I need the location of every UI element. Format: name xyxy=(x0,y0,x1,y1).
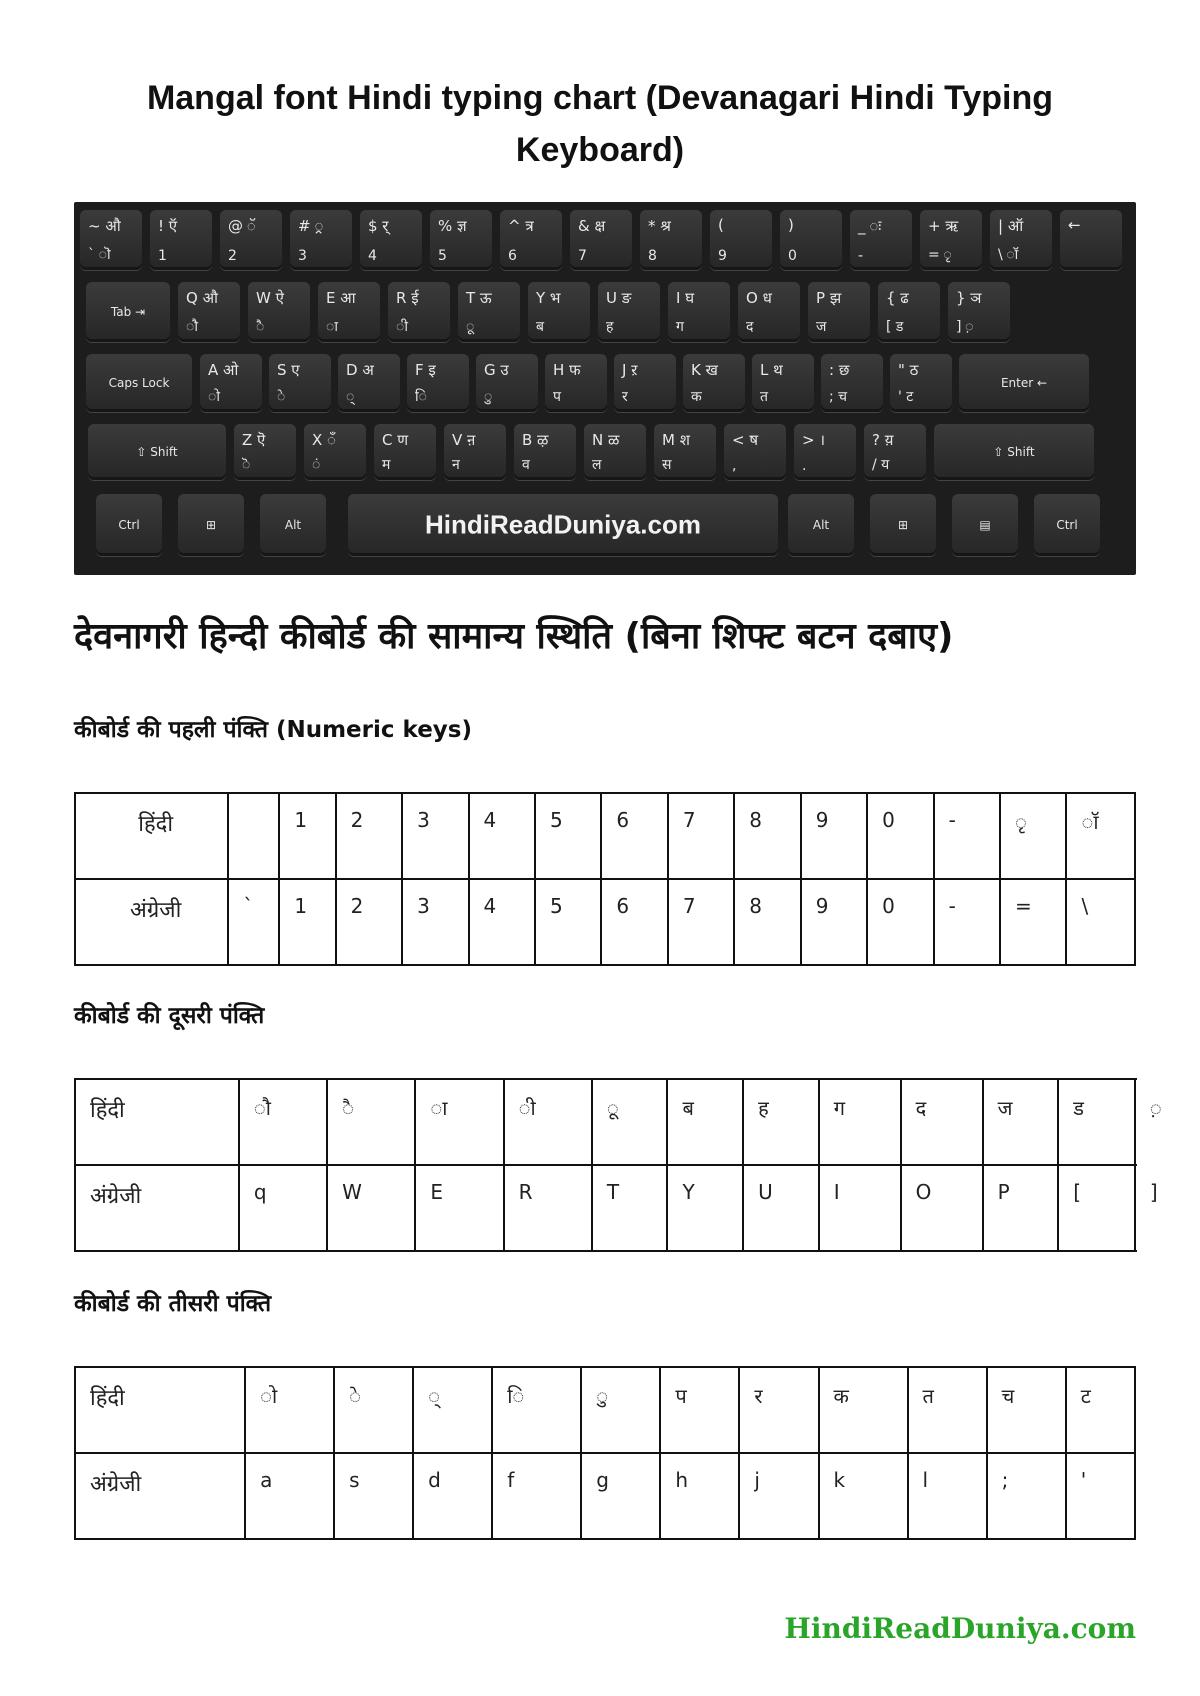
page-title: Mangal font Hindi typing chart (Devanagari Hindi Typing Keyboard) xyxy=(146,79,1054,169)
keyboard-key xyxy=(668,282,730,342)
table-cell: \ xyxy=(1066,879,1135,965)
keyboard-key-normal-char: , xyxy=(732,458,737,474)
keyboard-key-normal-char: 7 xyxy=(578,248,587,264)
keyboard-key-shift-char: | ऑ xyxy=(998,217,1024,235)
table-cell: ब xyxy=(667,1079,743,1165)
table-cell: ग xyxy=(819,1079,901,1165)
keyboard-key-normal-char: न xyxy=(452,457,460,473)
table-row xyxy=(75,1453,1135,1539)
keyboard-key-shift-char: X ँ xyxy=(312,431,336,449)
keyboard-key xyxy=(724,424,786,480)
keyboard-key-shift-char: & क्ष xyxy=(578,217,606,235)
section-heading-1: कीबोर्ड की पहली पंक्ति (Numeric keys) xyxy=(74,717,472,743)
keyboard-key-normal-char: ज xyxy=(816,319,827,335)
keyboard-key xyxy=(598,282,660,342)
keyboard-key xyxy=(934,424,1094,480)
table-cell: Y xyxy=(667,1165,743,1251)
keyboard-key-label: Caps Lock xyxy=(108,376,170,390)
keyboard-key xyxy=(458,282,520,342)
keyboard-key xyxy=(870,494,936,556)
table-cell: ' xyxy=(1066,1453,1135,1539)
keyboard-key-normal-char: 9 xyxy=(718,248,727,264)
table-cell: ै xyxy=(327,1079,415,1165)
table-cell: े xyxy=(334,1367,413,1453)
keyboard-key-normal-char: ै xyxy=(256,319,265,335)
keyboard-key-label: ⇧ Shift xyxy=(993,445,1035,459)
section-heading-3: कीबोर्ड की तीसरी पंक्ति xyxy=(74,1291,272,1317)
keyboard-key xyxy=(86,354,192,412)
table-cell: d xyxy=(413,1453,492,1539)
table-cell xyxy=(228,793,279,879)
table-cell: ट xyxy=(1066,1367,1135,1453)
keyboard-key xyxy=(407,354,469,412)
keyboard-key-normal-char: ब xyxy=(536,319,544,335)
keyboard-key-normal-char: ॆ xyxy=(242,457,251,473)
keyboard-key-normal-char: ी xyxy=(396,319,408,335)
keyboard-key-normal-char: ौ xyxy=(186,319,198,335)
keyboard-key xyxy=(220,210,282,270)
keyboard-key-shift-char: + ऋ xyxy=(928,217,959,235)
keyboard-key-shift-char: # ्र xyxy=(298,217,324,235)
keyboard-key-shift-char: } ञ xyxy=(956,289,982,307)
table-cell: - xyxy=(934,793,1000,879)
table-cell: ौ xyxy=(239,1079,327,1165)
keyboard-key-shift-char: M श xyxy=(662,431,690,449)
keyboard-key xyxy=(959,354,1089,412)
keyboard-key-shift-char: { ढ xyxy=(886,289,909,307)
keyboard-key xyxy=(388,282,450,342)
table-cell: र xyxy=(739,1367,818,1453)
keyboard-key-normal-char: ू xyxy=(466,319,475,335)
keyboard-key xyxy=(948,282,1010,342)
keyboard-key xyxy=(738,282,800,342)
keyboard-key-normal-char: द xyxy=(746,319,754,335)
table-cell: g xyxy=(581,1453,660,1539)
keyboard-key-shift-char: $ र् xyxy=(368,217,389,235)
table-cell: 6 xyxy=(601,879,667,965)
keyboard-key xyxy=(528,282,590,342)
keyboard-key-normal-char: ' ट xyxy=(898,389,914,405)
keyboard-key xyxy=(260,494,326,556)
keyboard-key xyxy=(710,210,772,270)
keyboard-key xyxy=(570,210,632,270)
keyboard-key-shift-char: < ष xyxy=(732,431,759,449)
table-cell: ; xyxy=(987,1453,1066,1539)
keyboard-key-shift-char: B ऴ xyxy=(522,431,549,449)
keyboard-key-normal-char: ह xyxy=(606,319,614,335)
keyboard-key xyxy=(338,354,400,412)
table-cell: s xyxy=(334,1453,413,1539)
keyboard-key xyxy=(96,494,162,556)
keyboard-key-shift-char: ~ औ xyxy=(88,217,121,235)
keyboard-key-normal-char: [ ड xyxy=(886,319,904,335)
table-cell: l xyxy=(908,1453,987,1539)
keyboard-key xyxy=(234,424,296,480)
keyboard-key-normal-char: म xyxy=(382,457,391,473)
keyboard-key-shift-char: % ज्ञ xyxy=(438,217,467,235)
table-row xyxy=(75,879,1135,965)
table-cell: ू xyxy=(592,1079,668,1165)
row-label: हिंदी xyxy=(75,1367,245,1453)
keyboard-key-shift-char: G उ xyxy=(484,361,509,379)
keyboard-key xyxy=(584,424,646,480)
keyboard-key-normal-char: र xyxy=(622,389,628,405)
keyboard-key-shift-char: @ ॅ xyxy=(228,217,256,235)
keyboard-key xyxy=(952,494,1018,556)
table-cell: 1 xyxy=(279,879,335,965)
table-row xyxy=(75,1079,1135,1165)
keyboard-key-normal-char: / य xyxy=(872,457,890,473)
table-cell: P xyxy=(983,1165,1059,1251)
row-label: हिंदी xyxy=(75,793,228,879)
keyboard-key xyxy=(200,354,262,412)
table-row-2 xyxy=(74,1078,1162,1252)
keyboard-key-normal-char: ल xyxy=(592,457,602,473)
keyboard-key-shift-char: H फ xyxy=(553,361,581,379)
keyboard-key-normal-char: 4 xyxy=(368,248,377,264)
keyboard-key-normal-char: प xyxy=(553,389,561,405)
keyboard-key-shift-char: V ऩ xyxy=(452,431,476,449)
table-cell: ा xyxy=(415,1079,503,1165)
keyboard-key-shift-char: ? य़ xyxy=(872,431,894,449)
keyboard-key xyxy=(1060,210,1122,270)
keyboard-key-normal-char: ो xyxy=(208,389,220,405)
keyboard-image xyxy=(74,202,1136,575)
keyboard-key-shift-char: E आ xyxy=(326,289,356,307)
table-cell: ` xyxy=(228,879,279,965)
keyboard-key xyxy=(444,424,506,480)
keyboard-key xyxy=(178,282,240,342)
keyboard-key xyxy=(808,282,870,342)
table-cell: ् xyxy=(413,1367,492,1453)
table-cell: 8 xyxy=(734,879,800,965)
keyboard-key xyxy=(248,282,310,342)
table-cell: क xyxy=(819,1367,908,1453)
keyboard-key xyxy=(788,494,854,556)
keyboard-key-label: Ctrl xyxy=(118,518,140,532)
keyboard-key xyxy=(304,424,366,480)
keyboard-key-shift-char: U ङ xyxy=(606,289,632,307)
keyboard-key-shift-char: W ऐ xyxy=(256,289,284,307)
keyboard-key-normal-char: े xyxy=(277,389,286,405)
keyboard-key-label: ⊞ xyxy=(897,518,909,532)
keyboard-key-normal-char: 6 xyxy=(508,248,517,264)
table-cell: 0 xyxy=(867,793,933,879)
table-cell: 3 xyxy=(402,879,468,965)
keyboard-key-normal-char: स xyxy=(662,457,672,473)
keyboard-key-normal-char: 8 xyxy=(648,248,657,264)
table-cell: 3 xyxy=(402,793,468,879)
table-cell: - xyxy=(934,879,1000,965)
keyboard-key-normal-char: ि xyxy=(415,389,427,405)
main-heading: देवनागरी हिन्दी कीबोर्ड की सामान्य स्थिति (बिना शिफ्ट बटन दबाए) xyxy=(74,616,954,657)
keyboard-key-label: Tab ⇥ xyxy=(110,305,146,319)
keyboard-key xyxy=(88,424,226,480)
table-cell: 6 xyxy=(601,793,667,879)
keyboard-key-shift-char: R ई xyxy=(396,289,419,307)
table-cell: च xyxy=(987,1367,1066,1453)
table-cell: E xyxy=(415,1165,503,1251)
keyboard-key-normal-char: 3 xyxy=(298,248,307,264)
keyboard-key-normal-char: - xyxy=(858,248,864,264)
table-cell: O xyxy=(901,1165,983,1251)
table-cell: 4 xyxy=(469,879,535,965)
keyboard-key xyxy=(780,210,842,270)
table-cell: k xyxy=(819,1453,908,1539)
table-cell: 7 xyxy=(668,879,734,965)
keyboard-key-shift-char: K ख xyxy=(691,361,718,379)
table-cell: = xyxy=(1000,879,1066,965)
table-cell: ज xyxy=(983,1079,1059,1165)
keyboard-key-normal-char: ] ़ xyxy=(956,319,974,335)
keyboard-key-shift-char: D अ xyxy=(346,361,374,379)
table-cell: 7 xyxy=(668,793,734,879)
keyboard-key xyxy=(683,354,745,412)
keyboard-key-shift-char: I घ xyxy=(676,289,695,307)
table-cell: R xyxy=(504,1165,592,1251)
row-label: हिंदी xyxy=(75,1079,239,1165)
table-cell: U xyxy=(743,1165,819,1251)
keyboard-key-shift-char: O ध xyxy=(746,289,772,307)
keyboard-key-shift-char: ( xyxy=(718,216,724,234)
keyboard-key xyxy=(1034,494,1100,556)
keyboard-key-label: ⊞ xyxy=(205,518,217,532)
table-cell: 5 xyxy=(535,879,601,965)
keyboard-key-shift-char: " ठ xyxy=(898,361,919,379)
keyboard-key-label: ▤ xyxy=(979,518,991,532)
table-cell: 9 xyxy=(801,879,867,965)
table-cell: त xyxy=(908,1367,987,1453)
footer-site-name: HindiReadDuniya.com xyxy=(784,1612,1136,1645)
row-label: अंग्रेजी xyxy=(75,1165,239,1251)
table-cell: 1 xyxy=(279,793,335,879)
table-cell: द xyxy=(901,1079,983,1165)
keyboard-key xyxy=(864,424,926,480)
table-cell: 2 xyxy=(336,793,402,879)
keyboard-key xyxy=(360,210,422,270)
row-label: अंग्रेजी xyxy=(75,879,228,965)
keyboard-key-label: HindiReadDuniya.com xyxy=(425,509,701,540)
keyboard-key-label: Enter ← xyxy=(1000,376,1048,390)
table-cell: 0 xyxy=(867,879,933,965)
table-cell: j xyxy=(739,1453,818,1539)
keyboard-key-shift-char: > । xyxy=(802,431,826,449)
keyboard-key-shift-char: L थ xyxy=(760,361,783,379)
keyboard-key-normal-char: . xyxy=(802,458,807,474)
keyboard-key xyxy=(430,210,492,270)
keyboard-key-normal-char: ् xyxy=(346,389,355,405)
keyboard-key xyxy=(374,424,436,480)
section-heading-2: कीबोर्ड की दूसरी पंक्ति xyxy=(74,1003,265,1029)
table-row xyxy=(75,1165,1135,1251)
table-cell: a xyxy=(245,1453,334,1539)
keyboard-key xyxy=(920,210,982,270)
keyboard-key xyxy=(476,354,538,412)
keyboard-key xyxy=(890,354,952,412)
table-cell: ु xyxy=(581,1367,660,1453)
keyboard-key-normal-char: ` ॊ xyxy=(88,247,111,263)
keyboard-key-shift-char: ^ त्र xyxy=(508,217,534,235)
keyboard-key xyxy=(640,210,702,270)
table-cell: q xyxy=(239,1165,327,1251)
table-row-3 xyxy=(74,1366,1136,1540)
keyboard-key-normal-char: ं xyxy=(312,457,321,473)
table-row-1 xyxy=(74,792,1136,966)
table-cell: ह xyxy=(743,1079,819,1165)
table-cell: 8 xyxy=(734,793,800,879)
table-row xyxy=(75,793,1135,879)
table-cell: [ xyxy=(1058,1165,1135,1251)
table-cell: 5 xyxy=(535,793,601,879)
table-cell: h xyxy=(660,1453,739,1539)
table-cell: ो xyxy=(245,1367,334,1453)
keyboard-key xyxy=(990,210,1052,270)
keyboard-key-normal-char: 5 xyxy=(438,248,447,264)
keyboard-key xyxy=(850,210,912,270)
keyboard-key xyxy=(80,210,142,270)
keyboard-key-shift-char: Q औ xyxy=(186,289,218,307)
keyboard-key xyxy=(878,282,940,342)
keyboard-key xyxy=(654,424,716,480)
keyboard-key-label: Alt xyxy=(812,518,830,532)
keyboard-key-normal-char: ; च xyxy=(829,389,848,405)
keyboard-key xyxy=(752,354,814,412)
keyboard-key-shift-char: _ ः xyxy=(858,217,882,235)
keyboard-key xyxy=(269,354,331,412)
table-cell: I xyxy=(819,1165,901,1251)
keyboard-key-shift-char: S ए xyxy=(277,361,300,379)
keyboard-key-normal-char: \ ॉ xyxy=(998,247,1019,263)
table-cell: प xyxy=(660,1367,739,1453)
table-cell: 9 xyxy=(801,793,867,879)
table-cell: ड xyxy=(1058,1079,1135,1165)
keyboard-key xyxy=(500,210,562,270)
keyboard-key-shift-char: N ळ xyxy=(592,431,620,449)
table-cell: T xyxy=(592,1165,668,1251)
table-cell: f xyxy=(492,1453,581,1539)
keyboard-key-normal-char: 0 xyxy=(788,248,797,264)
keyboard-key-shift-char: Y भ xyxy=(536,289,561,307)
keyboard-key-normal-char: ु xyxy=(484,389,493,405)
keyboard-key-shift-char: P झ xyxy=(816,289,842,307)
keyboard-key-normal-char: 2 xyxy=(228,248,237,264)
keyboard-key xyxy=(178,494,244,556)
row-label: अंग्रेजी xyxy=(75,1453,245,1539)
keyboard-key-normal-char: व xyxy=(522,457,530,473)
keyboard-key-normal-char: 1 xyxy=(158,248,167,264)
keyboard-key-shift-char: T ऊ xyxy=(466,289,492,307)
table-cell: 2 xyxy=(336,879,402,965)
keyboard-key xyxy=(290,210,352,270)
keyboard-key xyxy=(545,354,607,412)
keyboard-key xyxy=(794,424,856,480)
keyboard-key-normal-char: त xyxy=(760,389,768,405)
keyboard-key-normal-char: ा xyxy=(326,319,338,335)
keyboard-key-label: Alt xyxy=(284,518,302,532)
keyboard-key-shift-char: * श्र xyxy=(648,217,671,235)
keyboard-key-shift-char: ! ऍ xyxy=(158,217,178,235)
table-cell: W xyxy=(327,1165,415,1251)
keyboard-key-normal-char: = ृ xyxy=(928,247,952,263)
keyboard-key xyxy=(514,424,576,480)
keyboard-key-normal-char: ग xyxy=(676,319,684,335)
keyboard-key-shift-char: C ण xyxy=(382,431,409,449)
table-cell: ी xyxy=(504,1079,592,1165)
table-cell: ि xyxy=(492,1367,581,1453)
table-cell: ॉ xyxy=(1066,793,1135,879)
keyboard-key-shift-char: Z ऎ xyxy=(242,431,266,449)
keyboard-key xyxy=(348,494,778,556)
keyboard-key-shift-char: F इ xyxy=(415,361,436,379)
keyboard-key xyxy=(821,354,883,412)
keyboard-key-label: ⇧ Shift xyxy=(136,445,178,459)
table-cell: 4 xyxy=(469,793,535,879)
keyboard-key xyxy=(614,354,676,412)
keyboard-key xyxy=(150,210,212,270)
keyboard-key xyxy=(318,282,380,342)
keyboard-key-shift-char: J ऱ xyxy=(622,361,638,379)
keyboard-key-label: Ctrl xyxy=(1056,518,1078,532)
keyboard-key-shift-char: ← xyxy=(1068,216,1081,234)
keyboard-key-shift-char: ) xyxy=(788,216,794,234)
table-row xyxy=(75,1367,1135,1453)
keyboard-key xyxy=(86,282,170,342)
keyboard-key-normal-char: क xyxy=(691,389,702,405)
keyboard-key-shift-char: A ओ xyxy=(208,361,239,379)
keyboard-key-shift-char: : छ xyxy=(829,361,850,379)
table-cell: ृ xyxy=(1000,793,1066,879)
